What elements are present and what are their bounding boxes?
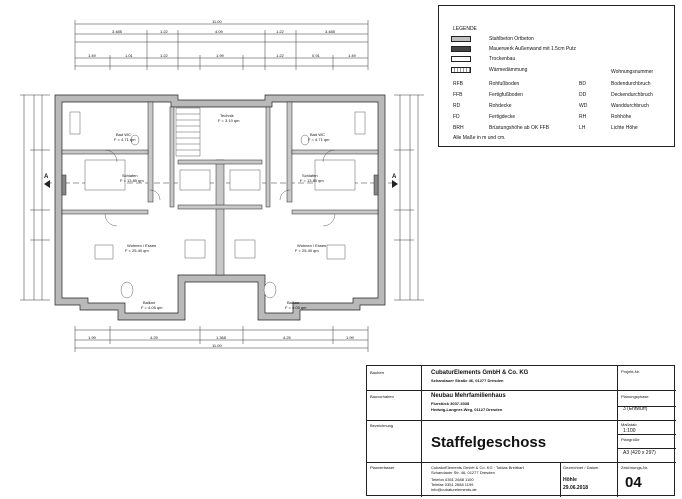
legend-abbreviation-text2: Wanddurchbruch [611,103,649,109]
legend-abbreviation-text2: Bodendurchbruch [611,81,651,87]
legend-abbreviation-text: Rohdecke [489,103,512,109]
staircase [176,108,200,156]
top-dim2-4: 1.99 [216,53,224,58]
bottom-dim-5: 1.99 [346,335,354,340]
top-dim-total: 11.00 [212,19,222,24]
top-dim-3: 4.09 [215,29,223,34]
top-dim2-1: 1.49 [88,53,96,58]
planverfasser-fax: Telefax 0351 2688 1199 [431,482,474,487]
bottom-dim-3: 1.365 [216,335,227,340]
massstab-label: Maßstab [621,422,637,427]
room-area: F = 4.71 qm [308,137,330,142]
legend-abbreviation-abbr: RD [453,103,461,109]
bauvorhaben-title: Neubau Mehrfamilienhaus [431,393,506,399]
legend-abbreviation-abbr2: RH [579,114,587,120]
legend-abbreviation-text2: Deckendurchbruch [611,92,653,98]
projekt-nr-label: Projekt-Nr. [621,369,640,374]
top-dim2-7: 1.49 [348,53,356,58]
plangroesse-label: Plangröße [621,437,640,442]
gezeichnet-name: Höhle [563,477,577,483]
swatch-waermedaemmung [451,67,471,73]
massstab-value: 1:100 [623,428,636,434]
legend-abbreviation-text: Rohfußboden [489,81,520,87]
room-area: F = 4.05 qm [141,305,163,310]
room-name: Schlafen [302,173,318,178]
legend-abbreviation-text: Brüstungshöhe ab OK FFB [489,125,550,131]
bauherr-address: Schandauer Straße 46, 01277 Dresden [431,378,504,383]
top-dim2-6: 0.91 [312,53,320,58]
bottom-dim-total: 11.00 [212,343,222,348]
room-name: Schlafen [122,173,138,178]
room-name: Wohnen / Essen [297,243,327,248]
room-area: F = 25.40 qm [125,248,149,253]
zeichnung-nr-label: Zeichnungs-Nr. [621,465,649,470]
bauvorhaben-label: Bauvorhaben [370,394,394,399]
room-name: Bad WC [116,132,131,137]
room-name: Bad WC [310,132,325,137]
bezeichnung-value: Staffelgeschoss [431,434,547,451]
section-mark-right: A [392,174,397,180]
room-area: F = 13.80 qm [300,178,324,183]
legend-abbreviation-abbr2: LH [579,125,586,131]
planungsphase-label: Planungsphase [621,394,649,399]
section-mark-left: A [44,174,49,180]
bottom-dim-1: 1.99 [88,335,96,340]
room-name: Balkon [143,300,156,305]
top-dim2-5: 1.22 [276,53,284,58]
bauvorhaben-line2: Flurstück 3037-3038 [431,401,470,406]
plangroesse-value: A3 (420 x 297) [623,450,656,456]
planverfasser-mail: info@cubaturelements.de [431,487,477,492]
legend-note: Alle Maße in m und cm. [453,135,506,141]
swatch-stahlbeton [451,36,471,42]
top-dim-1: 3.485 [112,29,123,34]
gezeichnet-label: Gezeichnet / Datum [563,465,599,470]
legend-abbreviation-text: Fertigdecke [489,114,516,120]
swatch-trockenbau [451,56,471,62]
legend-abbreviation-text: Fertigfußboden [489,92,523,98]
bottom-dim-4: 4.25 [283,335,291,340]
legend-wohnungsnummer: Wohnungsnummer [611,69,654,75]
gezeichnet-date: 29.06.2018 [563,485,589,491]
room-area: F = 4.71 qm [114,137,136,142]
room-name: Balkon [287,300,300,305]
top-dim-2: 1.22 [160,29,168,34]
planverfasser-line1: CubaturElements GmbH & Co. KG · Tobias Breitbart [431,465,524,470]
legend-abbreviation-abbr: FD [453,114,460,120]
legend-abbreviation-abbr2: WD [579,103,588,109]
room-area: F = 13.80 qm [120,178,144,183]
zeichnung-nr-value: 04 [625,474,642,491]
planungsphase-value: 3 (Entwurf) [623,406,648,412]
top-dim-4: 1.22 [276,29,284,34]
title-block [366,365,675,496]
planverfasser-label: Planverfasser [370,465,395,470]
bauherr-label: Bauherr [370,370,385,375]
legend-abbreviation-text2: Lichte Höhe [611,125,638,131]
legend-abbreviation-abbr2: BD [579,81,586,87]
swatch-mauerwerk [451,46,471,52]
legend-abbreviation-text2: Rohhöhe [611,114,632,120]
legend-material-1: Stahlbeton Ortbeton [489,36,534,42]
room-name: Technik [220,113,234,118]
top-dim2-3: 1.22 [160,53,168,58]
legend-material-3: Trockenbau [489,56,516,62]
bottom-dim-2: 4.25 [150,335,158,340]
top-dim-5: 3.485 [325,29,336,34]
legend-title: LEGENDE [453,26,477,32]
room-area: F = 25.40 qm [295,248,319,253]
bezeichnung-label: Bezeichnung [370,423,394,428]
bauherr-name: CubaturElements GmbH & Co. KG [431,370,529,376]
legend-abbreviation-abbr: FFB [453,92,463,98]
legend-material-2: Mauerwerk Außenwand mit 1.5cm Putz [489,46,576,52]
legend-abbreviation-abbr: BRH [453,125,464,131]
legend-material-4: Wärmedämmung [489,67,528,73]
legend-abbreviation-abbr2: DD [579,92,587,98]
room-name: Wohnen / Essen [127,243,157,248]
bauvorhaben-line3: Hedwig-Langner-Weg, 01127 Dresden [431,407,503,412]
room-area: F = 4.05 qm [285,305,307,310]
planverfasser-tel: Telefon 0351 2688 1100 [431,477,474,482]
room-area: F = 3.10 qm [218,118,240,123]
legend-box [438,5,675,147]
planverfasser-line2: Schandauer Str. 46, 01277 Dresden [431,470,495,475]
legend-abbreviation-abbr: RFB [453,81,463,87]
top-dim2-2: 1.01 [125,53,133,58]
